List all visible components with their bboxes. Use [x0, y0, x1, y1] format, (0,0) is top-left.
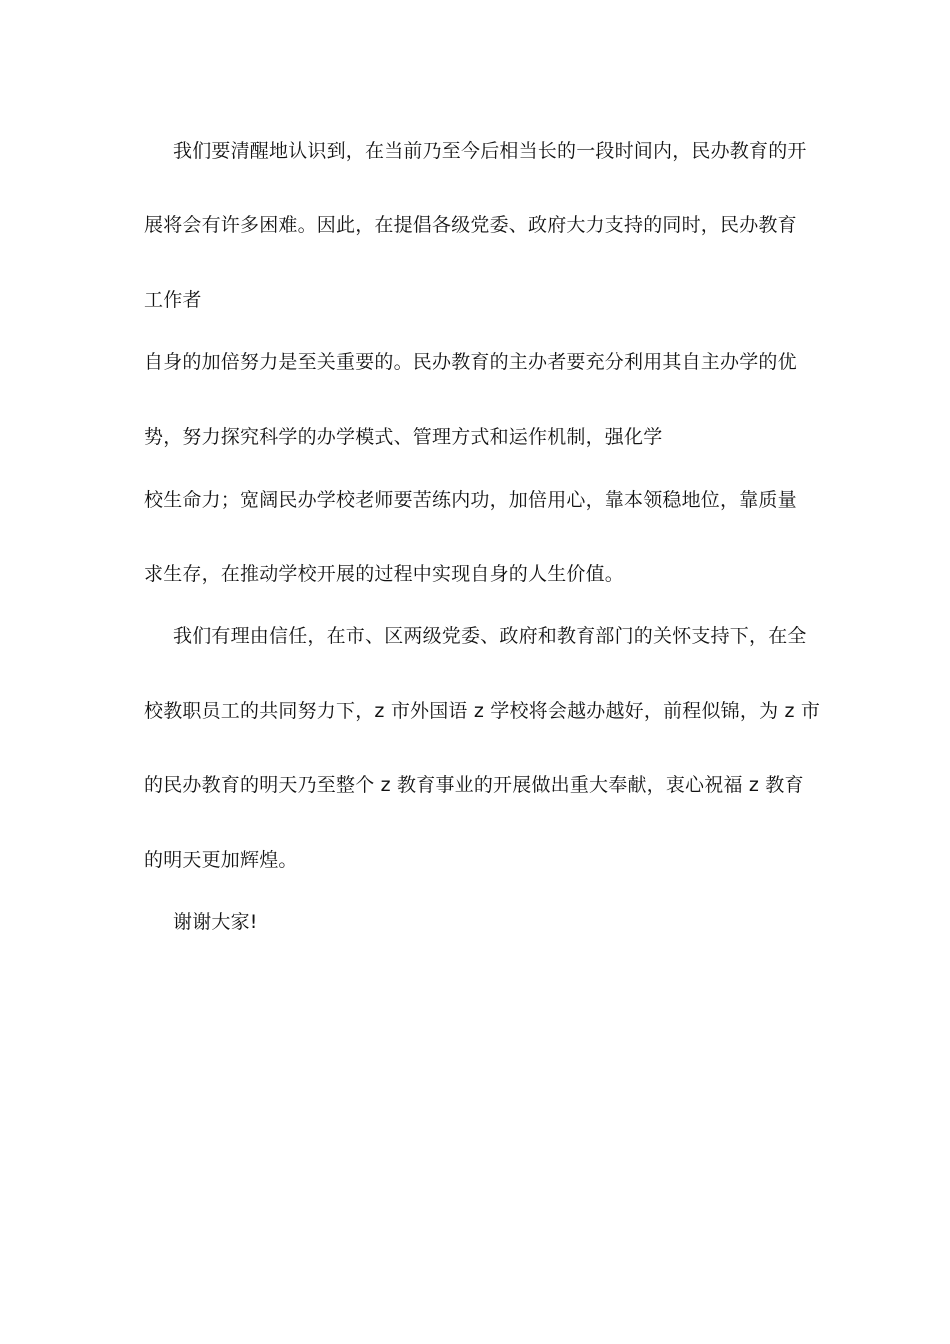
- closing-thanks: 谢谢大家!: [173, 911, 258, 933]
- paragraph-1-line-3: 工作者: [144, 289, 202, 311]
- paragraph-1-line-2: 展将会有许多困难。因此，在提倡各级党委、政府大力支持的同时，民办教育: [144, 214, 797, 236]
- paragraph-1-line-1: 我们要清醒地认识到，在当前乃至今后相当长的一段时间内，民办教育的开: [173, 140, 807, 162]
- paragraph-1-line-4: 自身的加倍努力是至关重要的。民办教育的主办者要充分利用其自主办学的优: [144, 351, 797, 373]
- paragraph-1-line-5: 势，努力探究科学的办学模式、管理方式和运作机制，强化学: [144, 426, 663, 448]
- paragraph-2-line-4: 的明天更加辉煌。: [144, 849, 298, 871]
- paragraph-2-line-3: 的民办教育的明天乃至整个 z 教育事业的开展做出重大奉献，衷心祝福 z 教育: [144, 774, 804, 796]
- paragraph-1-line-6: 校生命力；宽阔民办学校老师要苦练内功，加倍用心，靠本领稳地位，靠质量: [144, 489, 797, 511]
- paragraph-2-line-1: 我们有理由信任，在市、区两级党委、政府和教育部门的关怀支持下，在全: [173, 625, 807, 647]
- paragraph-1-line-7: 求生存，在推动学校开展的过程中实现自身的人生价值。: [144, 563, 625, 585]
- paragraph-2-line-2: 校教职员工的共同努力下，z 市外国语 z 学校将会越办越好，前程似锦，为 z 市: [144, 700, 821, 722]
